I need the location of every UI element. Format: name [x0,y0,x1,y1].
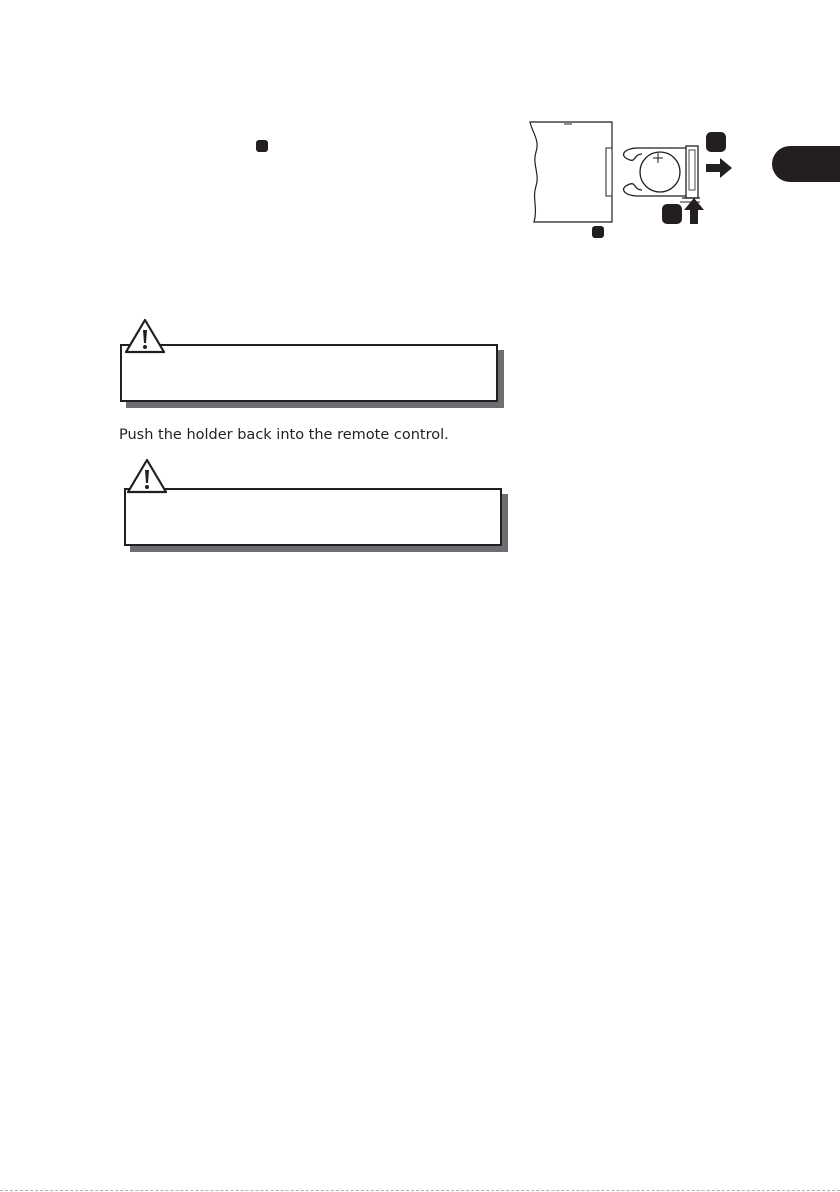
instruction-text: Push the holder back into the remote control. [119,427,449,443]
warning-icon [126,458,168,494]
warning-icon [124,318,166,354]
page-bottom-rule [0,1190,840,1191]
warning-box-1 [120,344,498,402]
arrow-right-icon [706,158,732,178]
section-tab [772,146,840,182]
remote-battery-holder-illustration [520,112,740,230]
step-marker-2 [592,226,604,238]
warning-box-2 [124,488,502,546]
step-marker-1 [256,140,268,152]
